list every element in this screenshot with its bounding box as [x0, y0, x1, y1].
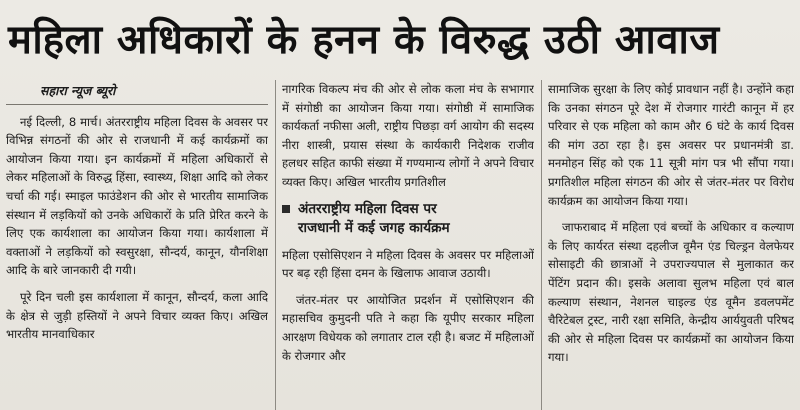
subheading-line-1: अंतरराष्ट्रीय महिला दिवस पर [298, 200, 437, 217]
subheading [282, 200, 534, 238]
paragraph: पूरे दिन चली इस कार्यशाला में कानून, सौन्दर्य, कला आदि के क्षेत्र से जुड़ी हस्तियों ने अपने विचार व्यक्त किए। अखिल भारतीय मानवाधिकार [6, 289, 268, 342]
subheading-line-2: राजधानी में कई जगह कार्यक्रम [298, 219, 450, 236]
paragraph: जंतर-मंतर पर आयोजित प्रदर्शन में एसोसिएशन की महासचिव कुमुदनी पति ने कहा कि यूपीए सरकार महिला आरक्षण विधेयक को लगातार टाल रही है। बजट में महिलाओं के रोजगार और [282, 292, 534, 363]
paragraph: नागरिक विकल्प मंच की ओर से लोक कला मंच के सभागार में संगोष्ठी का आयोजन किया गया। संगोष्ठी में सामाजिक कार्यकर्ता नफीसा अली, राष्ट्रीय पिछड़ा वर्ग आयोग की सदस्य नीरा शास्त्री, प्रयास संस्था के कार्यकारी निदेशक राजीव हलधर सहित काफी संख्या में गण्यमान्य लोगों ने अपने विचार व्यक्त किए। अखिल भारतीय प्रगतिशील [282, 82, 534, 189]
column-divider-1 [275, 80, 276, 410]
paragraph-gap [548, 210, 794, 218]
article-column-1 [6, 80, 268, 410]
article-column-2 [282, 80, 534, 410]
bullet-square-icon [282, 205, 290, 213]
column-divider-2 [541, 80, 542, 410]
paragraph: महिला एसोसिएशन ने महिला दिवस के अवसर पर महिलाओं पर बढ़ रही हिंसा दमन के खिलाफ आवाज उठायी। [282, 247, 534, 281]
byline: सहारा न्यूज ब्यूरो [6, 80, 268, 105]
headline: महिला अधिकारों के हनन के विरुद्ध उठी आवाज [8, 17, 720, 63]
article-column-3 [548, 80, 794, 410]
paragraph-gap [6, 280, 268, 288]
paragraph: जाफराबाद में महिला एवं बच्चों के अधिकार व कल्याण के लिए कार्यरत संस्था दहलीज वूमैन एंड चिल्ड्रन वेलफेयर सोसाइटी की छात्राओं ने उपराज्यपाल से मुलाकात कर पेंटिंग प्रदान की। इसके अलावा सुलभ महिला एवं बाल कल्याण संस्थान, नेशनल चाइल्ड एंड वूमैन डवलपमेंट चैरिटेबल ट्रस्ट, नारी रक्षा समिति, केन्द्रीय आर्ययुवती परिषद की ओर से महिला दिवस पर कार्यक्रमों का आयोजन किया गया। [548, 220, 794, 365]
paragraph: नई दिल्ली, 8 मार्च। अंतरराष्ट्रीय महिला दिवस के अवसर पर विभिन्न संगठनों की ओर से राजधानी में कई कार्यक्रमों का आयोजन किया गया। इन कार्यक्रमों में महिला अधिकारों से लेकर महिलाओं के विरुद्ध हिंसा, स्वास्थ्य, शिक्षा आदि को लेकर चर्चा की गई। स्माइल फाउंडेशन की ओर से भारतीय सामाजिक संस्थान में लड़कियों को उनके अधिकारों के प्रति प्रेरित करने के लिए एक कार्यशाला का आयोजन किया गया। कार्यशाला में वक्ताओं ने लड़कियों को स्वसुरक्षा, सौन्दर्य, कानून, यौनशिक्षा आदि के बारे जानकारी दी गयी। [6, 114, 268, 278]
paragraph: सामाजिक सुरक्षा के लिए कोई प्रावधान नहीं है। उन्होंने कहा कि उनका संगठन पूरे देश में रोजगार गारंटी कानून में हर परिवार से एक महिला को काम और 6 घंटे के कार्य दिवस की मांग उठा रहा है। इस अवसर पर प्रधानमंत्री डा. मनमोहन सिंह को एक 11 सूत्री मांग पत्र भी सौंपा गया। प्रगतिशील महिला संगठन की ओर से जंतर-मंतर पर विरोध कार्यक्रम का आयोजन किया गया। [548, 82, 794, 208]
paragraph-gap [282, 283, 534, 291]
